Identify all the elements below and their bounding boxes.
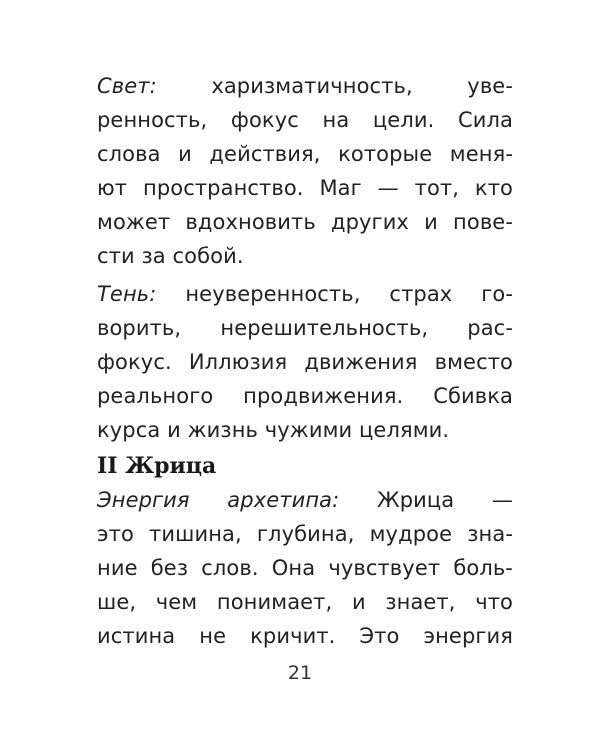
- paragraph-light-line-4: ют пространство. Маг — тот, кто: [97, 176, 513, 200]
- paragraph-light-line-3: слова и действия, которые меня-: [97, 142, 513, 166]
- light-label: Свет:: [97, 74, 157, 98]
- paragraph-light-line-1: [97, 69, 513, 103]
- paragraph-light-line-6: сти за собой.: [97, 244, 244, 268]
- shadow-label: Тень:: [97, 282, 157, 306]
- light-line-1-text: харизматичность, уве-: [156, 74, 513, 98]
- paragraph-shadow-line-3: фокус. Иллюзия движения вместо: [97, 350, 513, 374]
- paragraph-energy-line-4: ше, чем понимает, и знает, что: [97, 590, 513, 614]
- paragraph-energy-line-1: [97, 483, 513, 517]
- paragraph-energy-line-2: это тишина, глубина, мудрое зна-: [97, 522, 513, 546]
- paragraph-energy-line-5: истина не кричит. Это энергия: [97, 624, 513, 648]
- section-heading: II Жрица: [97, 453, 217, 479]
- paragraph-shadow-line-1: [97, 277, 513, 311]
- shadow-line-1-text: неуверенность, страх го-: [156, 282, 513, 306]
- paragraph-shadow-line-2: ворить, нерешительность, рас-: [97, 316, 513, 340]
- energy-label: Энергия архетипа:: [97, 488, 340, 512]
- paragraph-light-line-2: ренность, фокус на цели. Сила: [97, 108, 513, 132]
- paragraph-light-line-5: может вдохновить других и пове-: [97, 210, 513, 234]
- paragraph-shadow-line-4: реального продвижения. Сбивка: [97, 384, 513, 408]
- page-number: 21: [287, 662, 313, 684]
- paragraph-shadow-line-5: курса и жизнь чужими целями.: [97, 418, 450, 442]
- energy-line-1-text: Жрица —: [339, 488, 513, 512]
- paragraph-energy-line-3: ние без слов. Она чувствует боль-: [97, 556, 513, 580]
